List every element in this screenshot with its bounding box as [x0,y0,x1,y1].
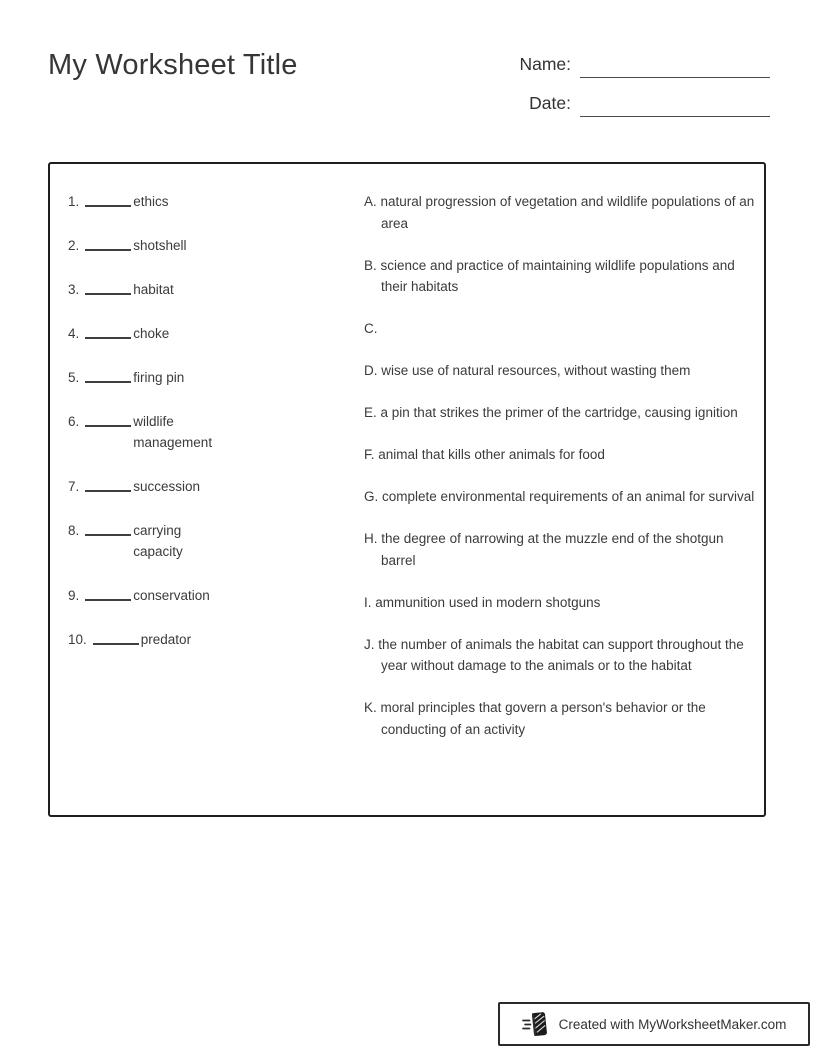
answer-blank[interactable] [85,235,131,251]
definition-letter: G. [364,489,379,504]
credit-badge[interactable] [498,1002,810,1046]
header-fields [440,50,770,128]
term-row [68,476,358,497]
definition-text: wise use of natural resources, without wasting them [381,363,691,378]
term-row [68,323,358,344]
definitions-column [364,191,760,761]
definition-row [364,528,760,571]
term-label: habitat [133,282,174,297]
definition-text: the number of animals the habitat can support throughout the year without damage to the animals or to the habitat [378,636,744,673]
definition-letter: B. [364,257,377,273]
definition-text: science and practice of maintaining wildlife populations and their habitats [380,257,735,294]
term-row [68,191,358,212]
definition-row [364,444,760,466]
term-number: 8. [68,523,80,538]
definition-row [364,634,760,677]
term-number: 5. [68,370,80,385]
answer-blank[interactable] [85,323,131,339]
term-number: 4. [68,326,80,341]
definition-row [364,255,760,298]
answer-blank[interactable] [85,585,131,601]
term-row [68,520,358,562]
definition-letter: F. [364,447,375,462]
answer-blank[interactable] [85,279,131,295]
term-number: 10. [68,632,87,647]
terms-column [68,191,358,673]
term-row [68,629,358,650]
name-label: Name: [519,53,571,74]
page-title: My Worksheet Title [48,49,298,81]
definition-text: moral principles that govern a person's behavior or the conducting of an activity [380,700,706,737]
term-row [68,367,358,388]
definition-text: animal that kills other animals for food [378,447,605,462]
definition-text: ammunition used in modern shotguns [375,594,601,610]
name-input-line[interactable] [580,50,770,78]
date-input-line[interactable] [580,89,770,117]
term-number: 6. [68,414,80,429]
term-label: choke [133,326,170,341]
term-row [68,411,358,453]
definition-letter: C. [364,321,378,336]
answer-blank[interactable] [85,367,131,383]
date-label: Date: [529,92,571,113]
term-number: 2. [68,238,80,253]
definition-text: a pin that strikes the primer of the cartridge, causing ignition [380,405,738,420]
term-label: conservation [133,588,210,603]
term-row [68,235,358,256]
term-row [68,279,358,300]
answer-blank[interactable] [85,411,131,427]
name-field-row [440,50,770,78]
definition-letter: H. [364,531,378,546]
worksheetmaker-book-icon [522,1009,550,1039]
term-label: firing pin [133,370,185,385]
definition-letter: J. [364,636,375,652]
answer-blank[interactable] [85,520,131,536]
definition-row [364,402,760,424]
definition-text: the degree of narrowing at the muzzle end of the shotgun barrel [381,531,724,568]
definition-row [364,318,760,340]
answer-blank[interactable] [85,476,131,492]
definition-text: natural progression of vegetation and wildlife populations of an area [380,194,755,231]
term-label: wildlife management [133,414,213,450]
term-label: predator [140,632,192,647]
definition-letter: D. [364,363,378,378]
definition-letter: E. [364,405,377,420]
matching-exercise-box [48,162,766,817]
term-label: succession [133,479,201,494]
definition-row [364,592,760,614]
answer-blank[interactable] [85,191,131,207]
credit-text: Created with MyWorksheetMaker.com [558,1016,787,1032]
term-label: ethics [133,194,169,209]
definition-letter: A. [364,194,377,209]
definition-letter: K. [364,700,377,715]
definition-letter: I. [364,594,372,610]
definition-row [364,697,760,740]
definition-row [364,360,760,382]
term-number: 1. [68,194,80,209]
definition-row [364,191,760,234]
term-label: carrying capacity [133,523,183,559]
term-number: 3. [68,282,80,297]
answer-blank[interactable] [93,629,139,645]
definition-text: complete environmental requirements of an animal for survival [382,489,755,504]
date-field-row [440,89,770,117]
term-number: 7. [68,479,80,494]
term-number: 9. [68,588,80,603]
term-label: shotshell [133,238,187,253]
definition-row [364,486,760,508]
term-row [68,585,358,606]
